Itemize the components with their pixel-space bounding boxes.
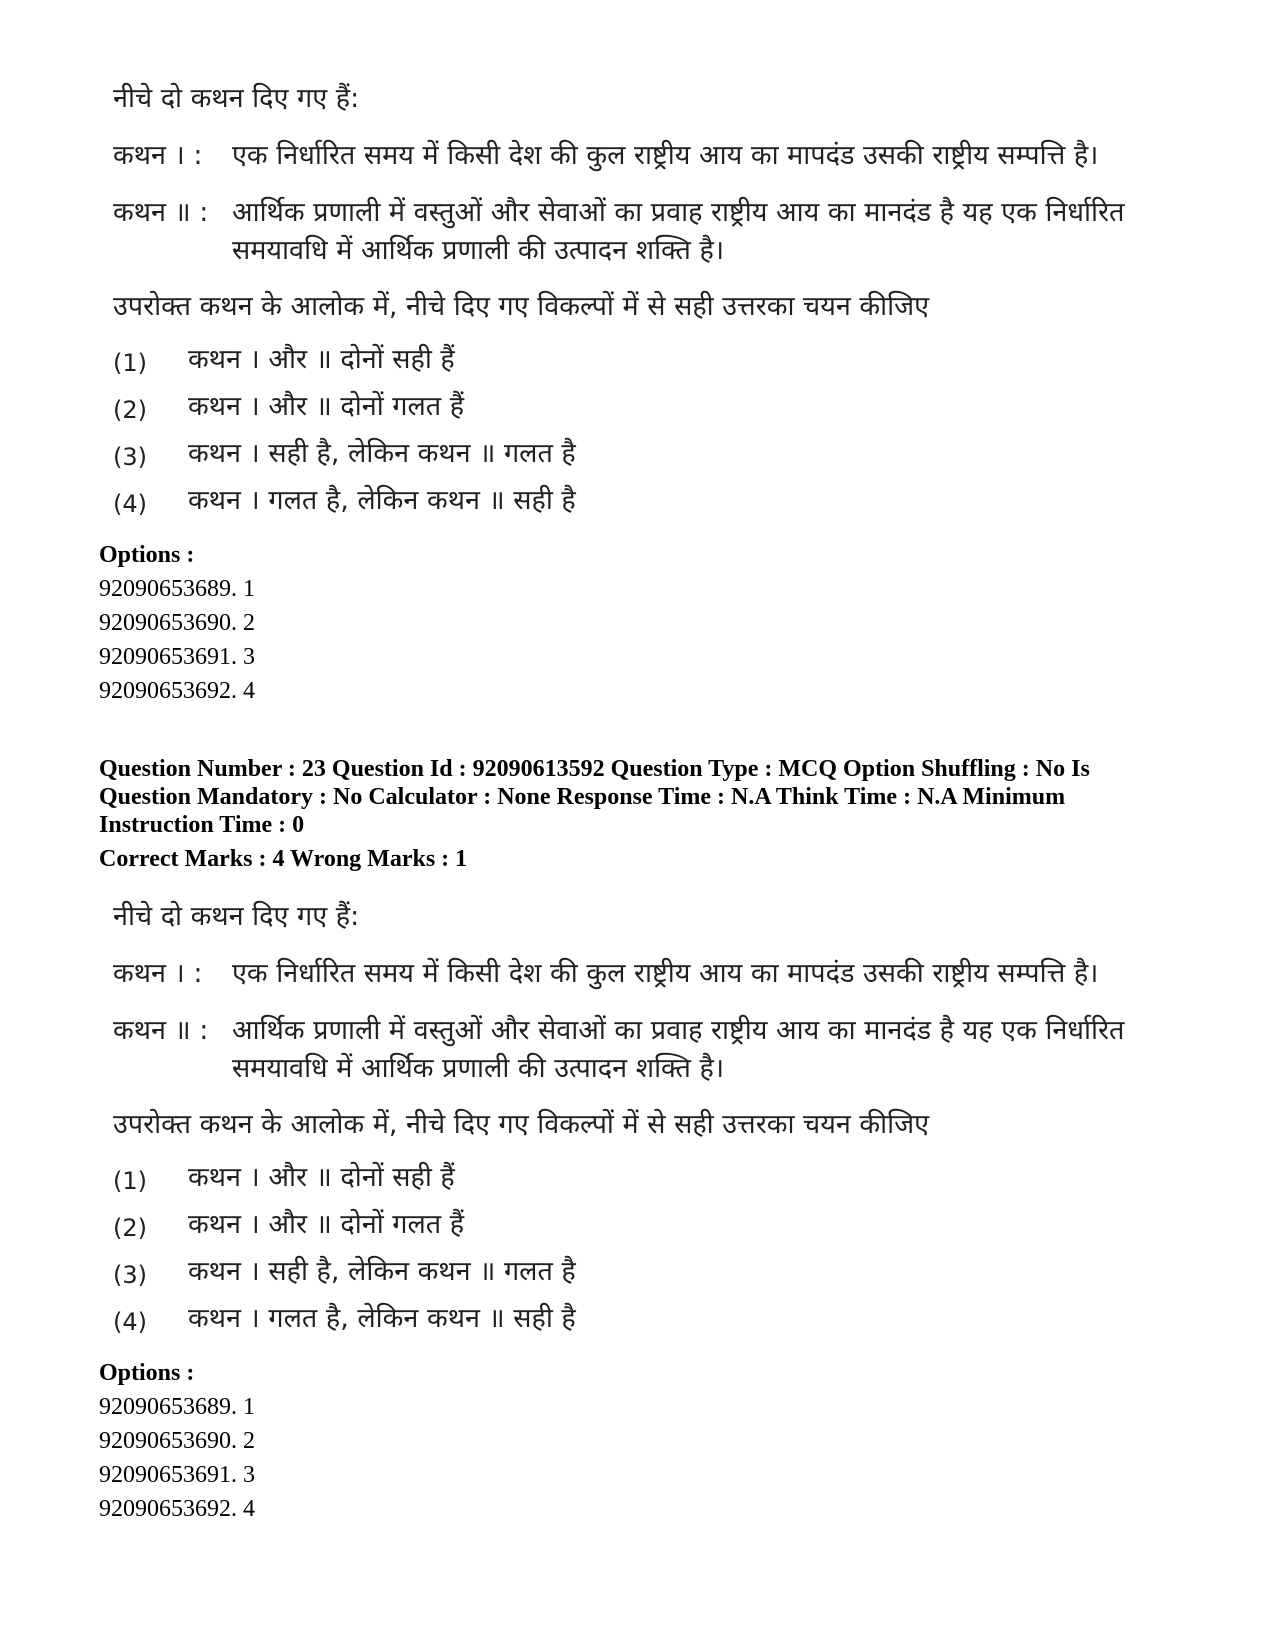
statement-2-text-line1: आर्थिक प्रणाली में वस्तुओं और सेवाओं का प्रवाह राष्ट्रीय आय का मानदंड है यह एक निर्धारित — [232, 1015, 1125, 1046]
choice-number: (2) — [113, 396, 147, 424]
choice-text: कथन । और ॥ दोनों गलत हैं — [188, 391, 465, 422]
question-intro: नीचे दो कथन दिए गए हैं: — [113, 83, 360, 114]
choice-number: (1) — [113, 1167, 147, 1195]
choice-number: (1) — [113, 349, 147, 377]
option-id: 92090653692. 4 — [99, 678, 255, 704]
statement-2-label: कथन ॥ : — [113, 1015, 209, 1046]
choice-text: कथन । सही है, लेकिन कथन ॥ गलत है — [188, 1256, 576, 1287]
choice-text: कथन । गलत है, लेकिन कथन ॥ सही है — [188, 485, 576, 516]
options-heading: Options : — [99, 1360, 195, 1386]
statement-2-text-line2: समयावधि में आर्थिक प्रणाली की उत्पादन शक्ति है। — [232, 235, 725, 266]
choice-text: कथन । और ॥ दोनों सही हैं — [188, 344, 455, 375]
choice-text: कथन । और ॥ दोनों गलत हैं — [188, 1209, 465, 1240]
option-id: 92090653690. 2 — [99, 1428, 255, 1454]
statement-1-text: एक निर्धारित समय में किसी देश की कुल राष्ट्रीय आय का मापदंड उसकी राष्ट्रीय सम्पत्ति है। — [232, 958, 1099, 989]
choice-text: कथन । सही है, लेकिन कथन ॥ गलत है — [188, 438, 576, 469]
option-id: 92090653691. 3 — [99, 1462, 255, 1488]
statement-2-label: कथन ॥ : — [113, 197, 209, 228]
choice-number: (4) — [113, 1308, 147, 1336]
choice-number: (3) — [113, 1261, 147, 1289]
question-prompt: उपरोक्त कथन के आलोक में, नीचे दिए गए विकल्पों में से सही उत्तरका चयन कीजिए — [113, 1109, 930, 1140]
options-heading: Options : — [99, 542, 195, 568]
statement-2-text-line1: आर्थिक प्रणाली में वस्तुओं और सेवाओं का प्रवाह राष्ट्रीय आय का मानदंड है यह एक निर्धारित — [232, 197, 1125, 228]
statement-1-label: कथन । : — [113, 140, 203, 171]
option-id: 92090653690. 2 — [99, 610, 255, 636]
option-id: 92090653689. 1 — [99, 576, 255, 602]
statement-2-text-line2: समयावधि में आर्थिक प्रणाली की उत्पादन शक्ति है। — [232, 1053, 725, 1084]
statement-1-text: एक निर्धारित समय में किसी देश की कुल राष्ट्रीय आय का मापदंड उसकी राष्ट्रीय सम्पत्ति है। — [232, 140, 1099, 171]
question-marks: Correct Marks : 4 Wrong Marks : 1 — [99, 846, 468, 872]
question-intro: नीचे दो कथन दिए गए हैं: — [113, 901, 360, 932]
choice-number: (4) — [113, 490, 147, 518]
option-id: 92090653692. 4 — [99, 1496, 255, 1522]
choice-number: (2) — [113, 1214, 147, 1242]
statement-1-label: कथन । : — [113, 958, 203, 989]
option-id: 92090653691. 3 — [99, 644, 255, 670]
choice-text: कथन । गलत है, लेकिन कथन ॥ सही है — [188, 1303, 576, 1334]
question-prompt: उपरोक्त कथन के आलोक में, नीचे दिए गए विकल्पों में से सही उत्तरका चयन कीजिए — [113, 291, 930, 322]
choice-number: (3) — [113, 443, 147, 471]
choice-text: कथन । और ॥ दोनों सही हैं — [188, 1162, 455, 1193]
option-id: 92090653689. 1 — [99, 1394, 255, 1420]
question-meta: Question Number : 23 Question Id : 92090613592 Question Type : MCQ Option Shuffling : No Is Question Mandatory : No Calculator : None Response Time : N.A Think Time : N.A Minimum Instruction Time : 0 — [99, 756, 1090, 838]
